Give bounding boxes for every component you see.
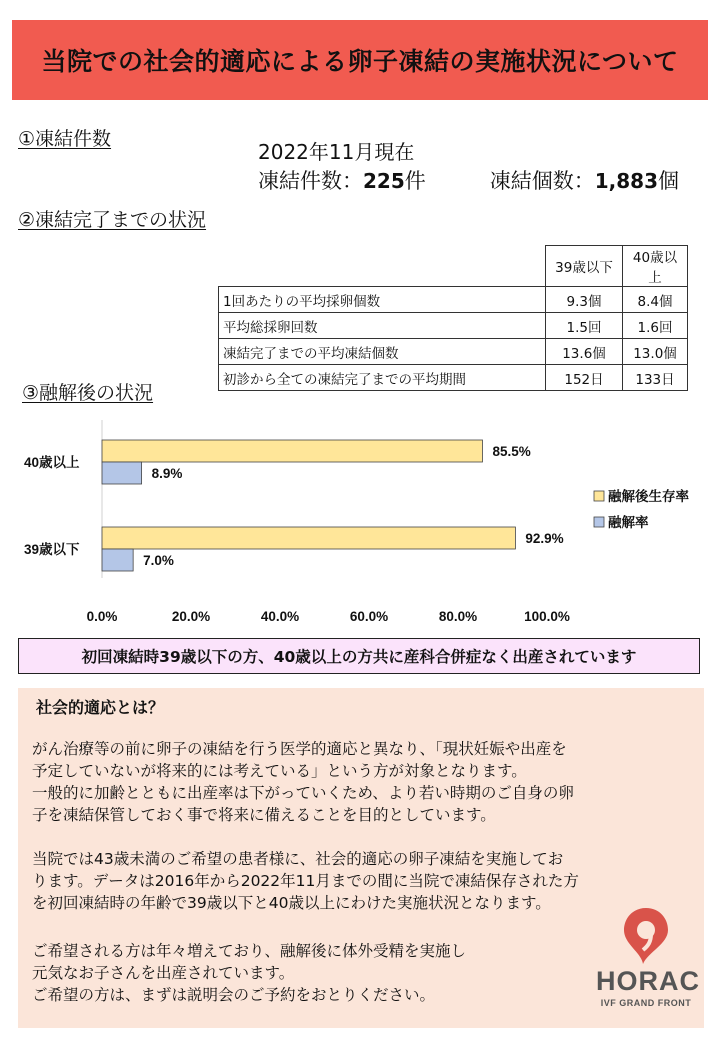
data-label: 85.5% xyxy=(492,444,531,459)
thaw-bar-chart xyxy=(0,410,720,632)
status-table xyxy=(218,245,688,391)
col-header-over40: 40歳以上 xyxy=(623,246,688,287)
outcome-note: 初回凍結時39歳以下の方、40歳以上の方共に産科合併症なく出産されています xyxy=(18,638,700,674)
x-tick-label: 80.0% xyxy=(438,609,478,624)
category-label: 39歳以下 xyxy=(24,542,80,557)
logo-subtitle: IVF GRAND FRONT xyxy=(600,998,692,1008)
data-label: 8.9% xyxy=(151,466,183,481)
table-row: 凍結完了までの平均凍結個数 13.6個 13.0個 xyxy=(219,339,688,365)
x-tick-label: 60.0% xyxy=(349,609,389,624)
info-title: 社会的適応とは？ xyxy=(36,698,165,717)
bar-survival xyxy=(102,440,482,462)
legend-label: 融解後生存率 xyxy=(608,489,689,504)
info-box xyxy=(18,688,704,1028)
bar-survival xyxy=(102,527,515,549)
x-tick-label: 40.0% xyxy=(260,609,300,624)
table-header-row xyxy=(219,246,688,287)
legend-swatch xyxy=(594,517,604,527)
info-paragraph-1: がん治療等の前に卵子の凍結を行う医学的適応と異なり、「現状妊娠や出産を 予定していないが将来的には考えている」という方が対象となります。 一般的に加齢とともに出産率は下がっていくため、より若い時期のご自身の卵 子を凍結保管しておく事で将来に備えることを目的としています。 xyxy=(32,740,574,824)
cases-count: 凍結件数：225件 xyxy=(258,169,426,193)
info-paragraph-3: ご希望される方は年々増えており、融解後に体外受精を実施し 元気なお子さんを出産されています。 ご希望の方は、まずは説明会のご予約をおとりください。 xyxy=(32,942,467,1004)
x-tick-label: 20.0% xyxy=(171,609,211,624)
page-title: 当院での社会的適応による卵子凍結の実施状況について xyxy=(41,47,679,76)
bar-thaw xyxy=(102,549,133,571)
info-paragraph-2: 当院では43歳未満のご希望の患者様に、社会的適応の卵子凍結を実施してお ります。データは2016年から2022年11月までの間に当院で凍結保存された方 を初回凍結時の年齢で39歳以下と40歳以上にわけた実施状況となります。 xyxy=(32,850,579,912)
x-tick-label: 100.0% xyxy=(524,609,570,624)
horac-logo xyxy=(596,906,700,1016)
freeze-counts xyxy=(258,165,679,195)
x-tick-label: 0.0% xyxy=(86,609,118,624)
col-header-under39: 39歳以下 xyxy=(546,246,623,287)
table-row: 平均総採卵回数 1.5回 1.6回 xyxy=(219,313,688,339)
section-heading-freeze-count: ①凍結件数 xyxy=(18,128,112,150)
table-row: 1回あたりの平均採卵個数 9.3個 8.4個 xyxy=(219,287,688,313)
data-label: 7.0% xyxy=(143,553,174,568)
legend-label: 融解率 xyxy=(608,515,649,530)
data-label: 92.9% xyxy=(525,531,564,546)
eggs-count: 凍結個数：1,883個 xyxy=(489,169,680,193)
title-banner xyxy=(12,20,708,100)
bar-thaw xyxy=(102,462,142,484)
section-heading-status: ②凍結完了までの状況 xyxy=(18,209,207,231)
pin-icon xyxy=(596,906,696,966)
legend-swatch xyxy=(594,491,604,501)
as-of-date: 2022年11月現在 xyxy=(258,140,415,164)
table-row: 初診から全ての凍結完了までの平均期間 152日 133日 xyxy=(219,365,688,391)
section-heading-after-thaw: ③融解後の状況 xyxy=(22,382,154,404)
logo-name: HORAC xyxy=(596,966,700,996)
category-label: 40歳以上 xyxy=(24,455,80,470)
